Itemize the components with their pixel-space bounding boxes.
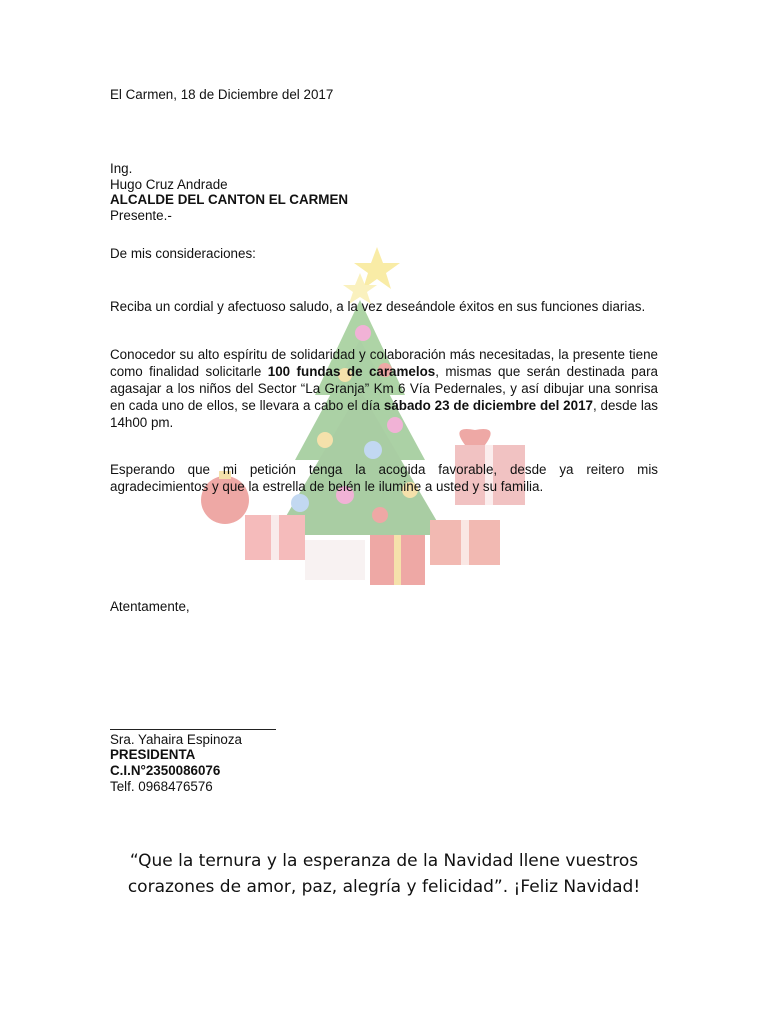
- greeting: De mis consideraciones:: [110, 246, 256, 261]
- paragraph-3: Esperando que mi petición tenga la acogida favorable, desde ya reitero mis agradecimientos y que la estrella de belén le ilumine a usted y su familia.: [110, 462, 658, 494]
- place-date: El Carmen, 18 de Diciembre del 2017: [110, 87, 334, 102]
- paragraph-2-text-1: Conocedor su alto espíritu de solidaridad y colaboración más necesitadas, la presente tiene como finalidad solicitarle: [110, 347, 658, 379]
- signer-phone: Telf. 0968476576: [110, 779, 213, 794]
- signer-id: C.I.N°2350086076: [110, 763, 221, 778]
- signer-role: PRESIDENTA: [110, 747, 196, 762]
- paragraph-2: [110, 346, 658, 431]
- paragraph-2-text-3: , desde las 14h00 pm.: [110, 398, 658, 430]
- recipient-position: ALCALDE DEL CANTON EL CARMEN: [110, 192, 349, 207]
- signer-name: Sra. Yahaira Espinoza: [110, 732, 243, 747]
- recipient-name: Hugo Cruz Andrade: [110, 177, 228, 192]
- paragraph-2-bold-1: 100 fundas de caramelos: [267, 364, 436, 379]
- recipient-title: Ing.: [110, 161, 133, 176]
- signature-line: [110, 729, 276, 730]
- paragraph-2-bold-2: sábado 23 de diciembre del 2017: [383, 398, 593, 413]
- christmas-quote: “Que la ternura y la esperanza de la Navidad llene vuestros corazones de amor, paz, alegría y felicidad”. ¡Feliz Navidad!: [127, 851, 641, 897]
- paragraph-2-text-2: , mismas que serán destinada para agasajar a los niños del Sector “La Granja” Km 6 Vía Pedernales, y así dibujar una sonrisa en cada uno de ellos, se llevara a cabo el día: [110, 364, 658, 413]
- closing: Atentamente,: [110, 599, 190, 614]
- paragraph-1: Reciba un cordial y afectuoso saludo, a la vez deseándole éxitos en sus funciones diarias.: [110, 299, 646, 314]
- presente-line: Presente.-: [110, 208, 172, 223]
